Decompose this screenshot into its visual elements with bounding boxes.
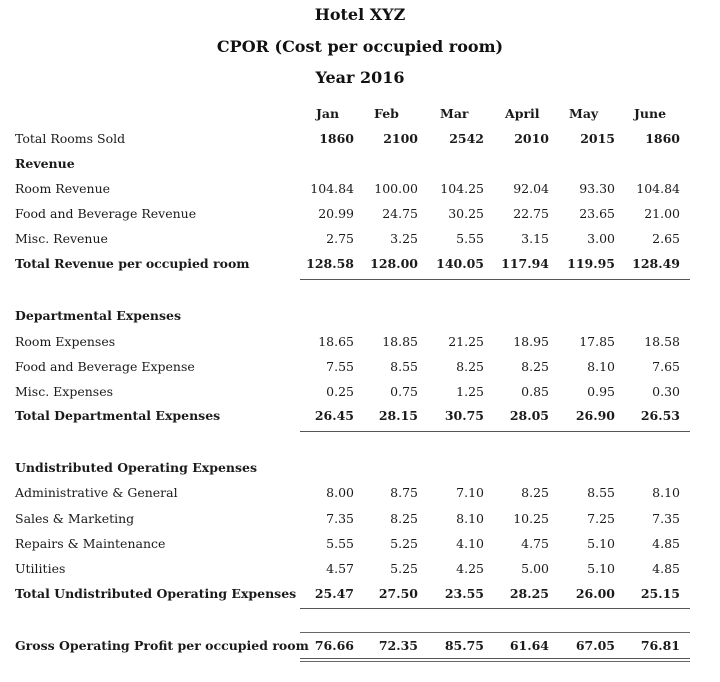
divider (300, 279, 690, 280)
value-cell: 10.25 (513, 511, 549, 526)
value-cell: 2.65 (652, 231, 680, 246)
value-cell: 0.85 (521, 384, 549, 399)
value-cell: 104.25 (440, 181, 484, 196)
value-cell: 100.00 (374, 181, 418, 196)
month-header: April (505, 106, 540, 121)
divider (300, 431, 690, 432)
value-cell: 4.25 (456, 561, 484, 576)
row-label: Misc. Expenses (15, 384, 114, 399)
value-cell: 2100 (383, 131, 418, 146)
value-cell: 2015 (580, 131, 615, 146)
value-cell: 17.85 (579, 334, 615, 349)
table-row (0, 231, 720, 251)
row-label: Repairs & Maintenance (15, 536, 166, 551)
month-header-row (0, 106, 720, 126)
value-cell: 140.05 (436, 256, 484, 271)
value-cell: 25.47 (314, 586, 354, 601)
hotel-title: Hotel XYZ (314, 5, 406, 24)
value-cell: 1860 (645, 131, 680, 146)
value-cell: 28.15 (378, 408, 418, 423)
value-cell: 72.35 (378, 638, 418, 653)
value-cell: 0.25 (326, 384, 354, 399)
row-label: Room Revenue (15, 181, 111, 196)
value-cell: 76.66 (314, 638, 354, 653)
value-cell: 4.10 (456, 536, 484, 551)
value-cell: 8.10 (456, 511, 484, 526)
value-cell: 93.30 (579, 181, 615, 196)
value-cell: 7.25 (587, 511, 615, 526)
month-header: May (569, 106, 599, 121)
table-row (0, 181, 720, 201)
value-cell: 5.10 (587, 561, 615, 576)
table-row (0, 359, 720, 379)
value-cell: 5.00 (521, 561, 549, 576)
value-cell: 24.75 (382, 206, 418, 221)
value-cell: 67.05 (575, 638, 615, 653)
value-cell: 117.94 (501, 256, 549, 271)
section-heading: Revenue (15, 156, 75, 171)
divider (300, 608, 690, 609)
report-title: CPOR (Cost per occupied room) (216, 37, 504, 56)
revenue-heading-row (0, 156, 720, 176)
value-cell: 8.25 (521, 359, 549, 374)
value-cell: 128.00 (370, 256, 418, 271)
table-row (0, 334, 720, 354)
total-row (0, 256, 720, 276)
value-cell: 5.10 (587, 536, 615, 551)
value-cell: 7.10 (456, 485, 484, 500)
value-cell: 7.35 (652, 511, 680, 526)
divider (300, 632, 690, 633)
value-cell: 3.00 (587, 231, 615, 246)
value-cell: 8.25 (456, 359, 484, 374)
month-header: Mar (440, 106, 469, 121)
row-label: Food and Beverage Expense (15, 359, 195, 374)
value-cell: 4.75 (521, 536, 549, 551)
value-cell: 23.55 (444, 586, 484, 601)
month-header: June (634, 106, 667, 121)
value-cell: 26.90 (575, 408, 615, 423)
value-cell: 7.55 (326, 359, 354, 374)
value-cell: 0.75 (390, 384, 418, 399)
value-cell: 8.25 (521, 485, 549, 500)
total-row (0, 586, 720, 606)
value-cell: 5.25 (390, 536, 418, 551)
value-cell: 30.75 (444, 408, 484, 423)
month-header: Jan (316, 106, 340, 121)
value-cell: 3.25 (390, 231, 418, 246)
value-cell: 21.25 (448, 334, 484, 349)
row-label: Total Departmental Expenses (15, 408, 221, 423)
value-cell: 128.49 (632, 256, 680, 271)
value-cell: 0.30 (652, 384, 680, 399)
row-label: Utilities (15, 561, 66, 576)
value-cell: 8.00 (326, 485, 354, 500)
value-cell: 85.75 (444, 638, 484, 653)
value-cell: 4.85 (652, 536, 680, 551)
value-cell: 0.95 (587, 384, 615, 399)
value-cell: 5.55 (456, 231, 484, 246)
value-cell: 2.75 (326, 231, 354, 246)
row-label: Administrative & General (15, 485, 178, 500)
table-row (0, 511, 720, 531)
value-cell: 61.64 (509, 638, 549, 653)
value-cell: 21.00 (644, 206, 680, 221)
divider (300, 658, 690, 659)
value-cell: 2542 (449, 131, 484, 146)
value-cell: 7.65 (652, 359, 680, 374)
value-cell: 23.65 (579, 206, 615, 221)
row-label: Misc. Revenue (15, 231, 108, 246)
value-cell: 28.05 (509, 408, 549, 423)
value-cell: 92.04 (513, 181, 549, 196)
row-label: Total Revenue per occupied room (15, 256, 250, 271)
value-cell: 28.25 (509, 586, 549, 601)
value-cell: 25.15 (640, 586, 680, 601)
departmental-heading-row (0, 308, 720, 328)
value-cell: 26.00 (575, 586, 615, 601)
value-cell: 8.10 (652, 485, 680, 500)
table-row (0, 485, 720, 505)
value-cell: 26.45 (314, 408, 354, 423)
value-cell: 5.55 (326, 536, 354, 551)
value-cell: 18.95 (513, 334, 549, 349)
section-heading: Undistributed Operating Expenses (15, 460, 258, 475)
value-cell: 18.65 (318, 334, 354, 349)
value-cell: 8.75 (390, 485, 418, 500)
value-cell: 76.81 (640, 638, 680, 653)
table-row (0, 536, 720, 556)
value-cell: 3.15 (521, 231, 549, 246)
value-cell: 18.58 (644, 334, 680, 349)
value-cell: 18.85 (382, 334, 418, 349)
value-cell: 22.75 (513, 206, 549, 221)
value-cell: 20.99 (318, 206, 354, 221)
rooms-sold-row (0, 131, 720, 151)
value-cell: 1860 (319, 131, 354, 146)
value-cell: 2010 (514, 131, 549, 146)
month-header: Feb (374, 106, 399, 121)
row-label: Sales & Marketing (15, 511, 135, 526)
value-cell: 1.25 (456, 384, 484, 399)
value-cell: 4.85 (652, 561, 680, 576)
value-cell: 26.53 (640, 408, 680, 423)
gop-row (0, 638, 720, 658)
value-cell: 4.57 (326, 561, 354, 576)
value-cell: 30.25 (448, 206, 484, 221)
value-cell: 104.84 (636, 181, 680, 196)
value-cell: 119.95 (567, 256, 615, 271)
row-label: Total Rooms Sold (15, 131, 126, 146)
table-row (0, 561, 720, 581)
divider (300, 661, 690, 662)
value-cell: 8.55 (587, 485, 615, 500)
table-row (0, 206, 720, 226)
row-label: Gross Operating Profit per occupied room (15, 638, 309, 653)
row-label: Food and Beverage Revenue (15, 206, 197, 221)
value-cell: 104.84 (310, 181, 354, 196)
table-row (0, 384, 720, 404)
value-cell: 5.25 (390, 561, 418, 576)
row-label: Total Undistributed Operating Expenses (15, 586, 297, 601)
value-cell: 8.25 (390, 511, 418, 526)
value-cell: 128.58 (306, 256, 354, 271)
value-cell: 8.55 (390, 359, 418, 374)
year-title: Year 2016 (315, 68, 405, 87)
row-label: Room Expenses (15, 334, 116, 349)
section-heading: Departmental Expenses (15, 308, 182, 323)
value-cell: 8.10 (587, 359, 615, 374)
value-cell: 7.35 (326, 511, 354, 526)
value-cell: 27.50 (378, 586, 418, 601)
total-row (0, 408, 720, 428)
undistributed-heading-row (0, 460, 720, 480)
